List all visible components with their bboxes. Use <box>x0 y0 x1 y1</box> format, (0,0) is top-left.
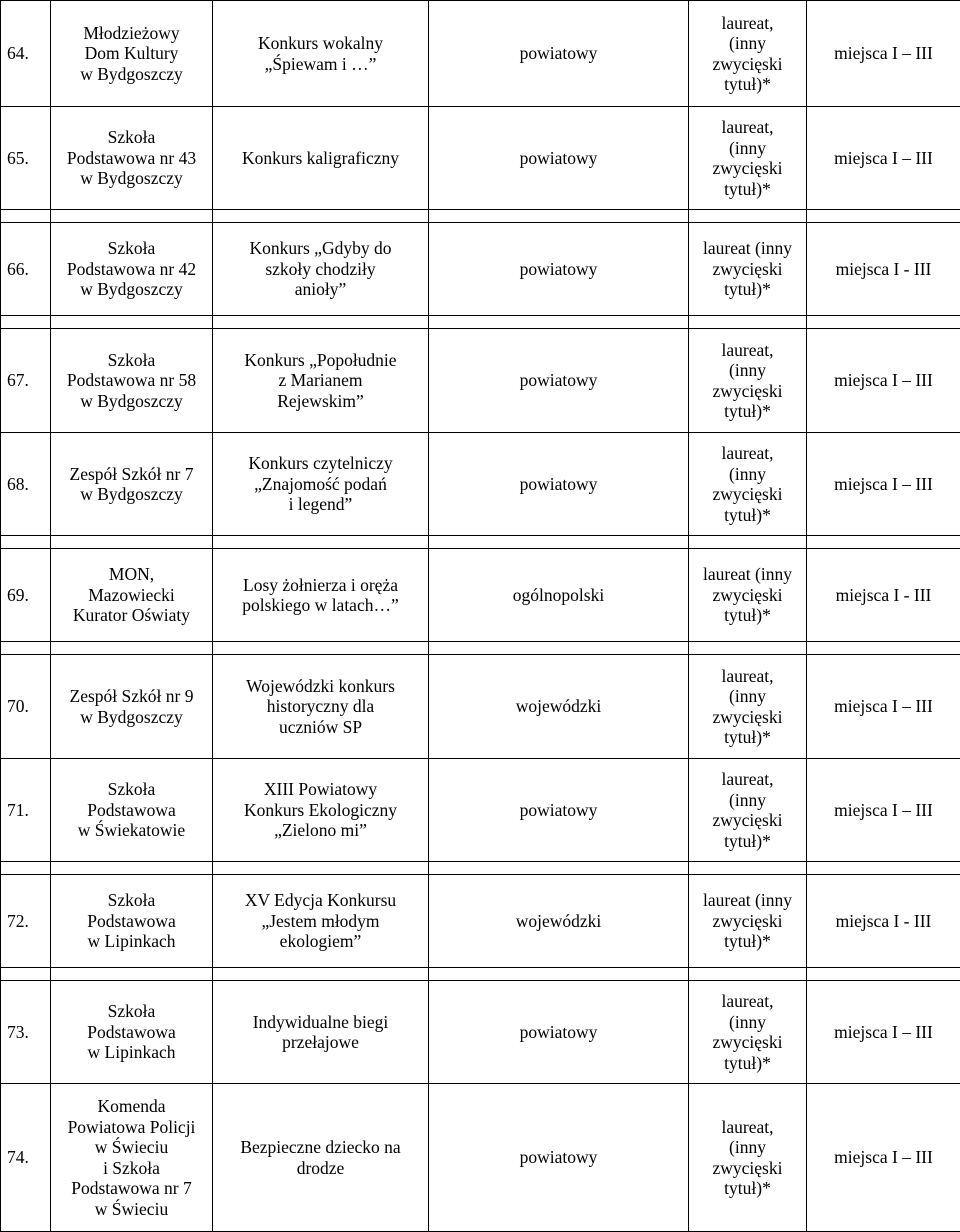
row-number: 64. <box>1 1 51 107</box>
table-row <box>1 1084 960 1232</box>
result-cell: laureat, (inny zwycięski tytuł)* <box>689 655 807 759</box>
table-row <box>1 655 960 759</box>
place-cell: miejsca I – III <box>807 1 960 107</box>
result-cell: laureat (inny zwycięski tytuł)* <box>689 223 807 316</box>
row-gap <box>1 968 960 981</box>
result-cell: laureat, (inny zwycięski tytuł)* <box>689 981 807 1084</box>
organizer-cell: Młodzieżowy Dom Kultury w Bydgoszczy <box>51 1 213 107</box>
row-number: 69. <box>1 549 51 642</box>
level-cell: powiatowy <box>429 223 689 316</box>
level-cell: powiatowy <box>429 759 689 862</box>
contest-cell: Konkurs czytelniczy „Znajomość podań i legend” <box>213 433 429 536</box>
organizer-cell: Szkoła Podstawowa w Świekatowie <box>51 759 213 862</box>
row-gap <box>1 536 960 549</box>
result-cell: laureat, (inny zwycięski tytuł)* <box>689 107 807 210</box>
place-cell: miejsca I - III <box>807 875 960 968</box>
row-number: 73. <box>1 981 51 1084</box>
row-number: 68. <box>1 433 51 536</box>
place-cell: miejsca I - III <box>807 549 960 642</box>
contest-cell: XV Edycja Konkursu „Jestem młodym ekologiem” <box>213 875 429 968</box>
row-number: 65. <box>1 107 51 210</box>
row-number: 70. <box>1 655 51 759</box>
result-cell: laureat, (inny zwycięski tytuł)* <box>689 1 807 107</box>
result-cell: laureat, (inny zwycięski tytuł)* <box>689 759 807 862</box>
result-cell: laureat (inny zwycięski tytuł)* <box>689 875 807 968</box>
level-cell: powiatowy <box>429 981 689 1084</box>
organizer-cell: Zespół Szkół nr 7 w Bydgoszczy <box>51 433 213 536</box>
organizer-cell: Szkoła Podstawowa w Lipinkach <box>51 981 213 1084</box>
level-cell: ogólnopolski <box>429 549 689 642</box>
level-cell: powiatowy <box>429 433 689 536</box>
row-number: 67. <box>1 329 51 433</box>
level-cell: powiatowy <box>429 1 689 107</box>
place-cell: miejsca I – III <box>807 329 960 433</box>
table-row <box>1 433 960 536</box>
place-cell: miejsca I - III <box>807 223 960 316</box>
row-number: 71. <box>1 759 51 862</box>
row-number: 72. <box>1 875 51 968</box>
result-cell: laureat, (inny zwycięski tytuł)* <box>689 433 807 536</box>
table-row <box>1 875 960 968</box>
place-cell: miejsca I – III <box>807 433 960 536</box>
result-cell: laureat, (inny zwycięski tytuł)* <box>689 1084 807 1232</box>
level-cell: wojewódzki <box>429 655 689 759</box>
result-cell: laureat (inny zwycięski tytuł)* <box>689 549 807 642</box>
contest-cell: Konkurs kaligraficzny <box>213 107 429 210</box>
level-cell: wojewódzki <box>429 875 689 968</box>
row-gap <box>1 210 960 223</box>
level-cell: powiatowy <box>429 329 689 433</box>
row-gap <box>1 862 960 875</box>
place-cell: miejsca I – III <box>807 1084 960 1232</box>
place-cell: miejsca I – III <box>807 759 960 862</box>
contest-cell: Losy żołnierza i oręża polskiego w latach…” <box>213 549 429 642</box>
table-row <box>1 1 960 107</box>
table-row <box>1 107 960 210</box>
result-cell: laureat, (inny zwycięski tytuł)* <box>689 329 807 433</box>
level-cell: powiatowy <box>429 1084 689 1232</box>
place-cell: miejsca I – III <box>807 981 960 1084</box>
contest-cell: Indywidualne biegi przełajowe <box>213 981 429 1084</box>
organizer-cell: Szkoła Podstawowa nr 58 w Bydgoszczy <box>51 329 213 433</box>
organizer-cell: Komenda Powiatowa Policji w Świeciu i Szkoła Podstawowa nr 7 w Świeciu <box>51 1084 213 1232</box>
contest-cell: Wojewódzki konkurs historyczny dla uczniów SP <box>213 655 429 759</box>
level-cell: powiatowy <box>429 107 689 210</box>
table-row <box>1 759 960 862</box>
organizer-cell: Szkoła Podstawowa nr 43 w Bydgoszczy <box>51 107 213 210</box>
table-row <box>1 223 960 316</box>
place-cell: miejsca I – III <box>807 655 960 759</box>
contest-cell: Konkurs „Gdyby do szkoły chodziły anioły” <box>213 223 429 316</box>
contest-cell: Konkurs wokalny „Śpiewam i …” <box>213 1 429 107</box>
organizer-cell: Szkoła Podstawowa w Lipinkach <box>51 875 213 968</box>
contest-cell: Konkurs „Popołudnie z Marianem Rejewskim” <box>213 329 429 433</box>
place-cell: miejsca I – III <box>807 107 960 210</box>
contest-cell: Bezpieczne dziecko na drodze <box>213 1084 429 1232</box>
table-row <box>1 329 960 433</box>
row-number: 66. <box>1 223 51 316</box>
row-number: 74. <box>1 1084 51 1232</box>
row-gap <box>1 316 960 329</box>
organizer-cell: Szkoła Podstawowa nr 42 w Bydgoszczy <box>51 223 213 316</box>
organizer-cell: Zespół Szkół nr 9 w Bydgoszczy <box>51 655 213 759</box>
contest-cell: XIII Powiatowy Konkurs Ekologiczny „Zielono mi” <box>213 759 429 862</box>
table-row <box>1 549 960 642</box>
organizer-cell: MON, Mazowiecki Kurator Oświaty <box>51 549 213 642</box>
table-row <box>1 981 960 1084</box>
row-gap <box>1 642 960 655</box>
